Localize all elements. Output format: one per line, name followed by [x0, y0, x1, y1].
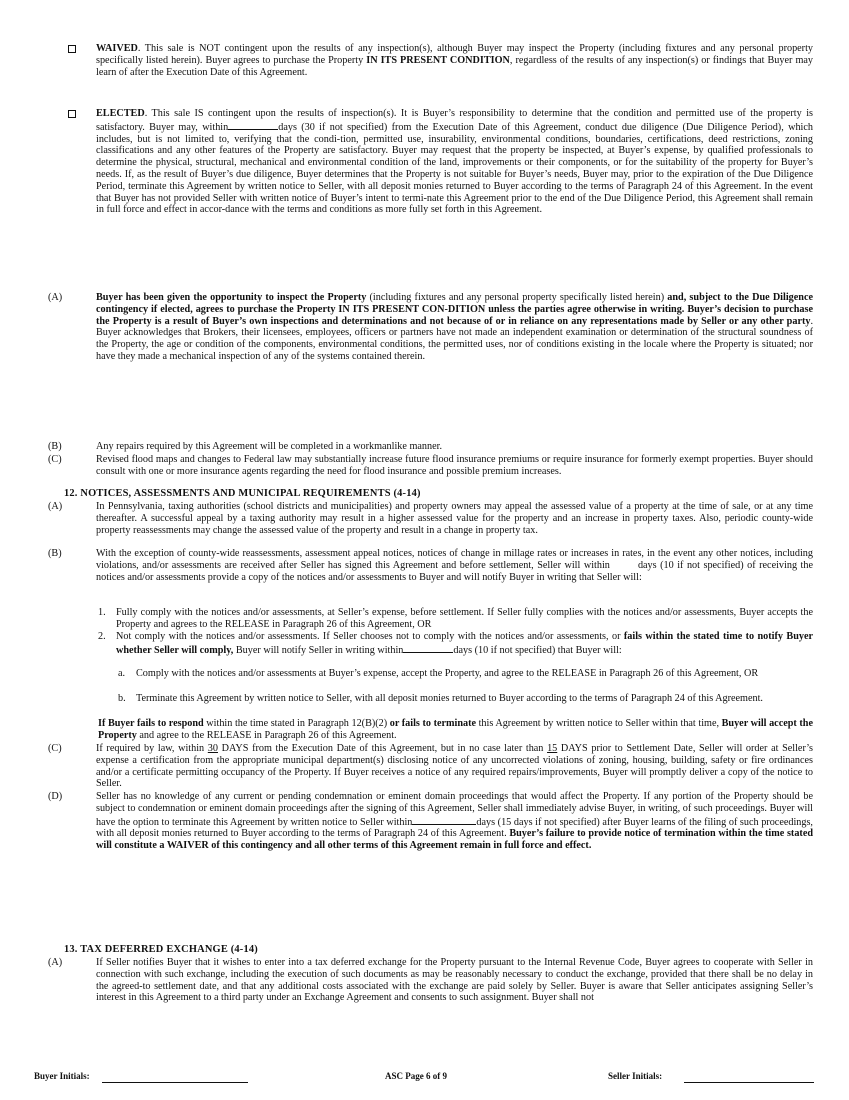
- section-12b-2a-text: Comply with the notices and/or assessments at Buyer’s expense, accept the Property, and agree to the RELEASE in Paragraph 26 of this Agreement, OR: [136, 668, 759, 679]
- section-11b: [48, 441, 813, 453]
- section-12c: [48, 743, 813, 790]
- section-12a: [48, 501, 813, 536]
- buyer-notify-days-field[interactable]: [403, 643, 453, 653]
- waived-checkbox[interactable]: [68, 45, 76, 53]
- section-11c-label: (C): [48, 454, 62, 465]
- section-12b-1-text: Fully comply with the notices and/or assessments, at Seller’s expense, before settlement. If Seller fully complies with the notices and/or assessments, Buyer accepts the Property and agrees to the RELEASE in Paragraph 26 of this Agreement, OR: [116, 607, 813, 630]
- section-12d: [48, 791, 813, 852]
- section-11c: [48, 454, 813, 478]
- section-12b-2b-text: Terminate this Agreement by written notice to Seller, with all deposit monies returned to Buyer according to the terms of Paragraph 24 of this Agreement.: [136, 693, 763, 704]
- section-11a-label: (A): [48, 292, 63, 303]
- elected-checkbox[interactable]: [68, 110, 76, 118]
- section-11c-text: Revised flood maps and changes to Federal law may substantially increase future flood insurance premiums or require insurance for formerly exempt properties. Buyer should consult with one or more insurance agents regarding the need for flood insurance and possible premium increases.: [96, 454, 813, 477]
- section-12b: [48, 548, 816, 583]
- execution-days-value[interactable]: 30: [207, 743, 218, 754]
- section-12b-1-label: 1.: [98, 607, 106, 618]
- section-13a-label: (A): [48, 957, 63, 968]
- section-12c-text: If required by law, within 30 DAYS from the Execution Date of this Agreement, but in no case later than 15 DAYS prior to Settlement Date, Seller will order at Seller’s expense a certification from the appropriate municipal department(s) disclosing notice of any uncorrected violations of zoning, housing, building, safety or fire ordinances and/or a certificate permitting occupancy of the Property. If Buyer receives a notice of any required repairs/improvements, Buyer will promptly deliver a copy of the notice to Seller.: [96, 743, 814, 790]
- section-12b-1: [98, 607, 813, 631]
- section-12b-text: With the exception of county-wide reassessments, assessment appeal notices, notices of change in millage rates or increases in rates, in the event any other notices, including violations, and/or assessments are received after Seller has signed this Agreement and before settlement, Seller will within days (10 if not specified) of receiving the notices and/or assessments provide a copy of the notices and/or assessments to Buyer and will notify Buyer in writing that Seller will:: [96, 548, 816, 583]
- page-number: ASC Page 6 of 9: [385, 1071, 447, 1081]
- waived-option: [68, 43, 813, 78]
- section-12b-2a: [118, 668, 813, 680]
- section-12b-label: (B): [48, 548, 62, 559]
- buyer-initials-label: Buyer Initials:: [34, 1071, 90, 1081]
- elected-text: ELECTED. This sale IS contingent upon the results of inspection(s). It is Buyer’s responsibility to determine that the condition and permitted use of the property is satisfactory. Buyer may, within days (30 if not specified) from the Execution Date of this Agreement, conduct due diligence (Due Diligence Period), which includes, but is not limited to, verifying that the condi-tion, permitted use, insurability, environmental conditions, boundaries, certifications, deed restrictions, zoning classifications and any other features of the Property are satisfactory. Buyer may request that the property be inspected, at Buyer’s expense, by qualified professionals to determine the physical, structural, mechanical and environmental condition of the land, improvements or their components, or for the suitability of the property for Buyer’s needs. If, as the result of Buyer’s due diligence, Buyer determines that the Property is not suitable for Buyer’s needs, Buyer may, prior to the expiration of the Due Diligence Period, terminate this Agreement by written notice to Seller, with all deposit monies returned to Buyer according to the terms of Paragraph 24 of this Agreement. In the event that Buyer has not provided Seller with written notice of Buyer’s intent to termi-nate this Agreement prior to the end of the Due Diligence Period, this Agreement shall remain in full force and effect in accor-dance with the terms and conditions as more fully set forth in this Agreement.: [96, 108, 813, 216]
- due-diligence-days-field[interactable]: [228, 120, 278, 130]
- section-11a-text: Buyer has been given the opportunity to inspect the Property (including fixtures and any personal property specifically listed herein) and, subject to the Due Diligence contingency if elected, agrees to purchase the Property IN ITS PRESENT CON-DITION unless the parties agree otherwise in writing. Buyer’s decision to purchase the Property is a result of Buyer’s own inspections and determinations and not because of or in reliance on any representations made by Seller or any other party. Buyer acknowledges that Brokers, their licensees, employees, officers or partners have not made an independent examination or determination of the structural soundness of the Property, the age or condition of the components, environmental conditions, the permitted uses, nor of conditions existing in the locale where the Property is situated; nor have they made a mechanical inspection of any of the systems contained therein.: [96, 292, 813, 362]
- section-12b-2: [98, 631, 813, 657]
- section-11a: [48, 292, 813, 363]
- buyer-initials-field[interactable]: [102, 1082, 248, 1083]
- section-11b-label: (B): [48, 441, 62, 452]
- section-12d-label: (D): [48, 791, 63, 802]
- elected-option: [68, 108, 813, 216]
- section-12c-label: (C): [48, 743, 62, 754]
- section-11b-text: Any repairs required by this Agreement will be completed in a workmanlike manner.: [96, 441, 442, 452]
- seller-initials-label: Seller Initials:: [608, 1071, 663, 1081]
- section-12d-text: Seller has no knowledge of any current or pending condemnation or eminent domain proceedings that would affect the Property. If any portion of the Property should be subject to condemnation or eminent domain proceedings after the signing of this Agreement, Seller shall immediately advise Buyer, in writing, of such proceedings. Buyer will have the option to terminate this Agreement by written notice to Seller within days (15 days if not specified) after Buyer learns of the filing of such proceedings, with all deposit monies returned to Buyer according to the terms of Paragraph 24 of this Agreement. Buyer’s failure to provide notice of termination within the time stated will constitute a WAIVER of this contingency and all other terms of this Agreement remain in full force and effect.: [96, 791, 814, 852]
- section-13-heading: 13. TAX DEFERRED EXCHANGE (4-14): [64, 944, 258, 955]
- condemnation-days-field[interactable]: [412, 815, 476, 825]
- buyer-fails-paragraph: If Buyer fails to respond within the time stated in Paragraph 12(B)(2) or fails to terminate this Agreement by written notice to Seller within that time, Buyer will accept the Property and agree to the RELEASE in Paragraph 26 of this Agreement.: [98, 718, 813, 741]
- section-12b-2a-label: a.: [118, 668, 126, 679]
- section-12b-2-text: Not comply with the notices and/or assessments. If Seller chooses not to comply with the notices and/or assessments, or fails within the stated time to notify Buyer whether Seller will comply, Buyer will notify Seller in writing within days (10 if not specified) that Buyer will:: [116, 631, 813, 656]
- seller-initials-field[interactable]: [684, 1082, 814, 1083]
- section-12a-label: (A): [48, 501, 63, 512]
- section-13a-text: If Seller notifies Buyer that it wishes to enter into a tax deferred exchange for the Property pursuant to the Internal Revenue Code, Buyer agrees to cooperate with Seller in connection with such exchange, including the execution of such documents as may be reasonably necessary to conduct the exchange, provided that there shall be no delay in the agreed-to settlement date, and that any additional costs associated with the exchange are paid solely by Seller. Buyer is aware that Seller anticipates assigning Seller’s interest in this Agreement to a third party under an Exchange Agreement and consents to such assignment. Buyer shall not: [96, 957, 813, 1004]
- page-footer: [0, 1071, 849, 1085]
- waived-text: WAIVED. This sale is NOT contingent upon the results of any inspection(s), although Buyer may inspect the Property (including fixtures and any personal property specifically listed herein). Buyer agrees to purchase the Property IN ITS PRESENT CONDITION, regardless of the results of any inspection(s) or findings that Buyer may learn of after the Execution Date of this Agreement.: [96, 43, 813, 78]
- section-13a: [48, 957, 813, 1004]
- section-12b-2b: [118, 693, 813, 705]
- section-12b-2b-label: b.: [118, 693, 126, 704]
- section-12-heading: 12. NOTICES, ASSESSMENTS AND MUNICIPAL REQUIREMENTS (4-14): [64, 488, 421, 499]
- settlement-days-value[interactable]: 15: [547, 743, 558, 754]
- section-12a-text: In Pennsylvania, taxing authorities (school districts and municipalities) and property owners may appeal the assessed value of a property at the time of sale, or at any time thereafter. A successful appeal by a taxing authority may result in a higher assessed value for the property and an increase in property taxes. Also, periodic county-wide property reassessments may change the assessed value of the property and result in a change in property tax.: [96, 501, 813, 536]
- section-12b-2-label: 2.: [98, 631, 106, 642]
